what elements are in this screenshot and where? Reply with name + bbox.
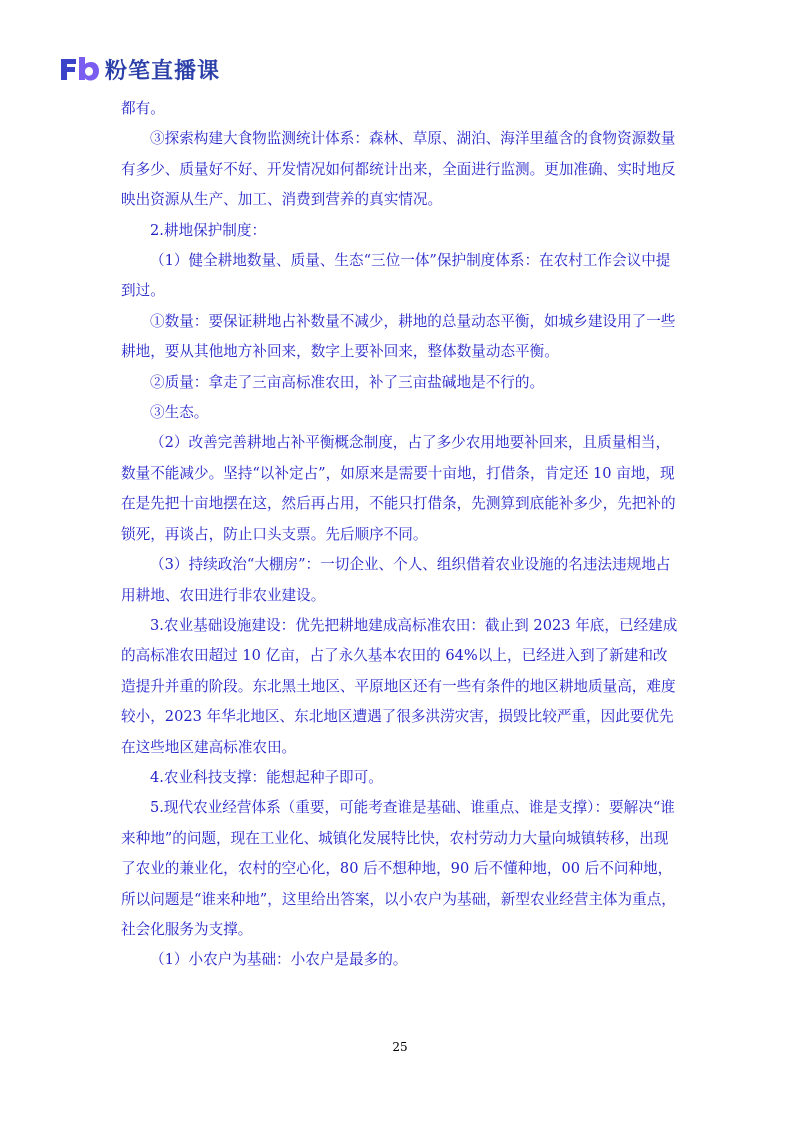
paragraph: ③生态。 xyxy=(150,404,209,422)
brand-name: 粉笔直播课 xyxy=(105,58,221,84)
section-heading: 3.农业基础设施建设：优先把耕地建成高标准农田：截止到 2023 年底，已经建成的高标准农田超过 10 亿亩，占了永久基本农田的 64%以上，已经进入到了新建和改造提升并重的阶段。东北黑土地区、平原地区还有一些有条件的地区耕地质量高，难度较小，2023 年华北地区、东北地区遭遇了很多洪涝灾害，损毁比较严重，因此要优先在这些地区建高标准农田。 xyxy=(121,616,678,756)
fenbi-logo-icon xyxy=(57,54,101,84)
section-heading: 5.现代农业经营体系（重要，可能考查谁是基础、谁重点、谁是支撑）：要解决“谁来种地”的问题，现在工业化、城镇化发展特比快，农村劳动力大量向城镇转移，出现了农业的兼业化，农村的空心化，80 后不想种地，90 后不懂种地，00 后不问种地，所以问题是“谁来种地”，这里给出答案，以小农户为基础，新型农业经营主体为重点，社会化服务为支撑。 xyxy=(121,799,676,938)
document-body xyxy=(121,94,681,976)
page-number: 25 xyxy=(392,1040,408,1054)
section-heading: 2.耕地保护制度： xyxy=(150,221,267,239)
paragraph: （1）小农户为基础：小农户是最多的。 xyxy=(150,951,408,969)
paragraph: ①数量：要保证耕地占补数量不减少，耕地的总量动态平衡，如城乡建设用了一些耕地，要从其他地方补回来，数字上要补回来，整体数量动态平衡。 xyxy=(121,312,676,361)
paragraph: （1）健全耕地数量、质量、生态“三位一体”保护制度体系：在农村工作会议中提到过。 xyxy=(121,252,671,300)
paragraph: 都有。 xyxy=(121,100,165,117)
paragraph: （2）改善完善耕地占补平衡概念制度，占了多少农用地要补回来，且质量相当，数量不能减少。坚持“以补定占”，如原来是需要十亩地，打借条，肯定还 10 亩地，现在是先把十亩地摆在这，然后再占用，不能只打借条，先测算到底能补多少，先把补的锁死，再谈占，防止口头支票。先后顺序不同。 xyxy=(121,434,676,543)
paragraph: ②质量：拿走了三亩高标准农田，补了三亩盐碱地是不行的。 xyxy=(150,373,545,391)
paragraph: ③探索构建大食物监测统计体系：森林、草原、湖泊、海洋里蕴含的食物资源数量有多少、质量好不好、开发情况如何都统计出来，全面进行监测。更加准确、实时地反映出资源从生产、加工、消费到营养的真实情况。 xyxy=(121,130,676,209)
section-heading: 4.农业科技支撑：能想起种子即可。 xyxy=(150,768,383,786)
header xyxy=(57,52,220,86)
paragraph: （3）持续政治“大棚房”：一切企业、个人、组织借着农业设施的名违法违规地占用耕地、农田进行非农业建设。 xyxy=(121,556,671,604)
